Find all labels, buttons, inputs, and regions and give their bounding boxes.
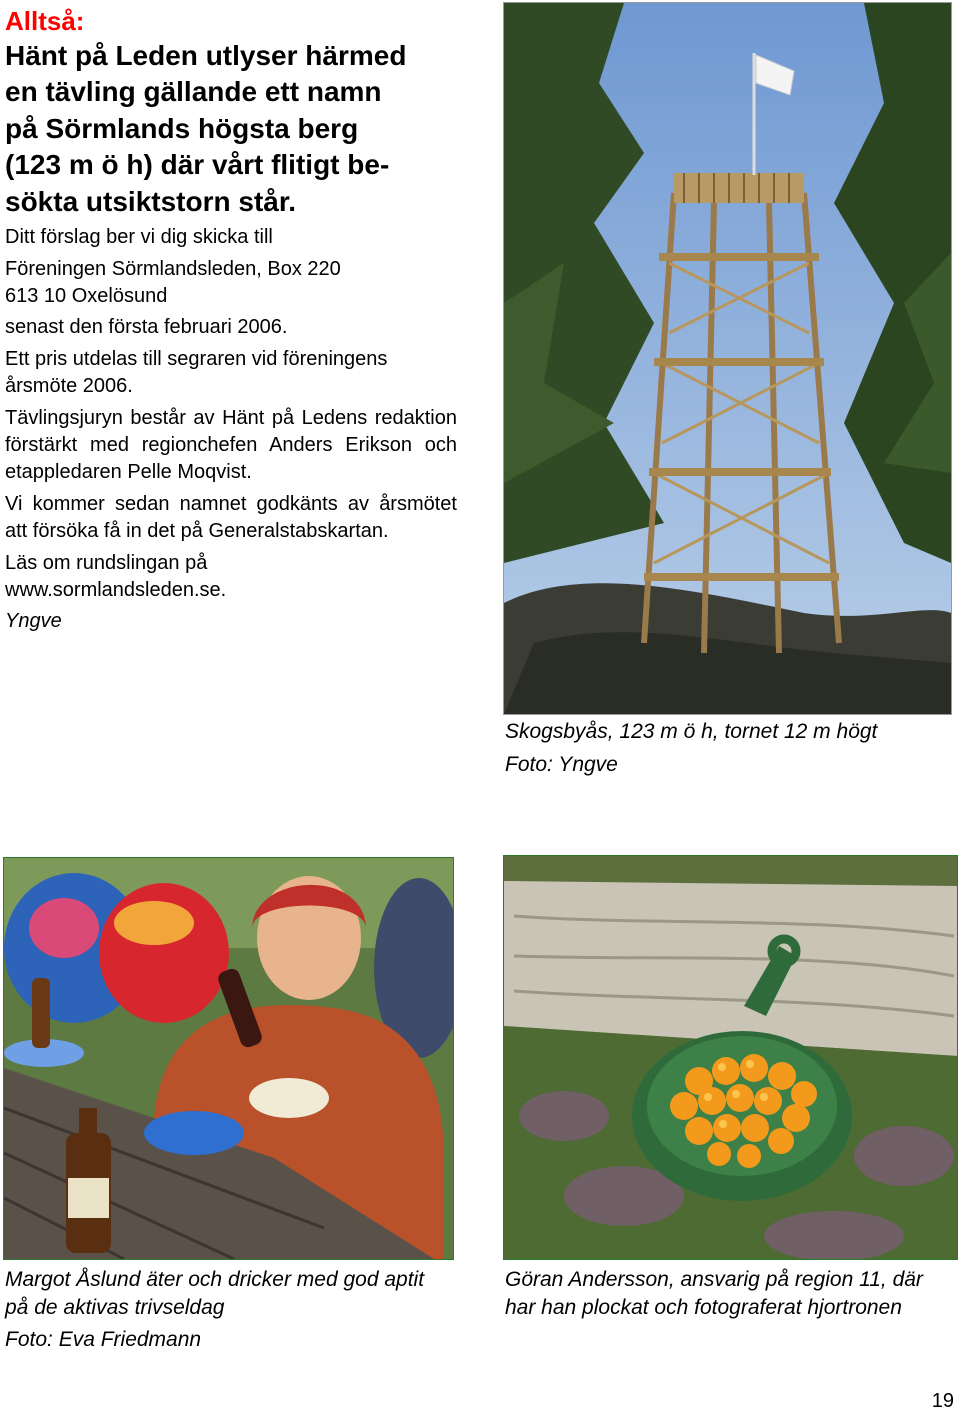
cloudberries-photo bbox=[503, 855, 958, 1260]
tower-caption bbox=[505, 718, 955, 779]
picnic-photo bbox=[3, 857, 454, 1260]
address-line: Föreningen Sörmlandsleden, Box 220 bbox=[5, 258, 341, 280]
heading-label: Alltså: bbox=[5, 6, 85, 36]
page-number: 19 bbox=[931, 1390, 954, 1412]
tower-photo bbox=[503, 2, 952, 715]
caption-line: Skogsbyås, 123 m ö h, tornet 12 m högt bbox=[505, 720, 878, 743]
jury-text: Tävlingsjuryn består av Hänt på Ledens redaktion förstärkt med regionchefen Anders Erikson och etappledaren Pelle Moqvist. bbox=[5, 407, 457, 483]
body-text bbox=[5, 224, 457, 635]
heading-line: sökta utsiktstorn står. bbox=[5, 185, 296, 217]
caption-line: Margot Åslund äter och dricker med god aptit på de aktivas trivseldag bbox=[5, 1268, 425, 1319]
heading-line: Hänt på Leden utlyser härmed bbox=[5, 40, 407, 71]
prize-text: Ett pris utdelas till segraren vid föreningens årsmöte 2006. bbox=[5, 348, 388, 397]
photo-credit: Foto: Yngve bbox=[505, 753, 618, 776]
photo-credit: Foto: Eva Friedmann bbox=[5, 1328, 202, 1351]
deadline-text: senast den första februari 2006. bbox=[5, 316, 288, 338]
heading-line: (123 m ö h) där vårt flitigt be- bbox=[5, 149, 390, 181]
send-intro: Ditt förslag ber vi dig skicka till bbox=[5, 226, 273, 248]
signature: Yngve bbox=[5, 610, 62, 632]
picnic-caption bbox=[5, 1266, 445, 1354]
announcement-heading bbox=[5, 38, 457, 220]
heading-line: en tävling gällande ett namn bbox=[5, 76, 382, 108]
berries-caption: Göran Andersson, ansvarig på region 11, där har han plockat och fotograferat hjortronen bbox=[505, 1268, 923, 1319]
heading-line: på Sörmlands högsta berg bbox=[5, 112, 359, 144]
address-line: 613 10 Oxelösund bbox=[5, 285, 168, 307]
read-more-text: Läs om rundslingan på www.sormlandsleden.se. bbox=[5, 552, 227, 601]
approval-text: Vi kommer sedan namnet godkänts av årsmötet att försöka få in det på Generalstabskartan. bbox=[5, 493, 457, 542]
